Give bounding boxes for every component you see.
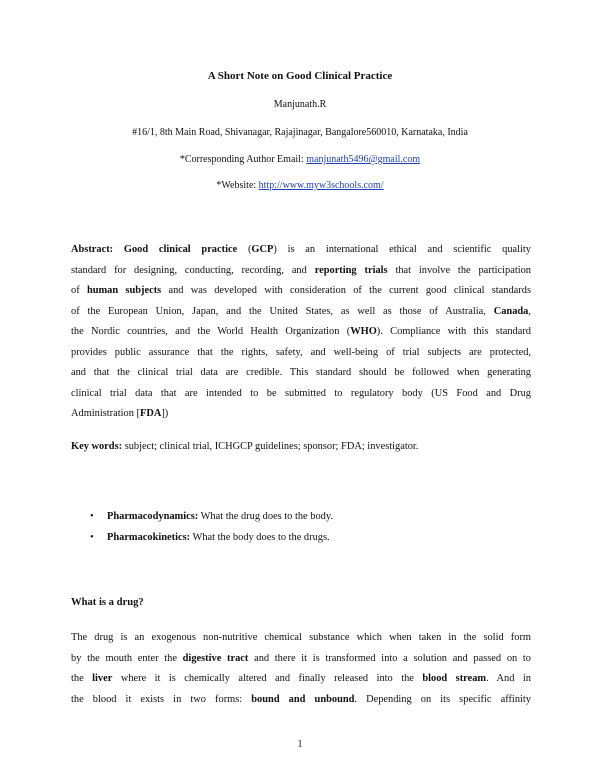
email-link[interactable]: manjunath5496@gmail.com (306, 154, 421, 165)
keywords-line (71, 437, 531, 458)
abstract-line: provides public assurance that the rights, safety, and well-being of trial subjects are protected, (71, 346, 531, 358)
bullet-icon: • (90, 511, 94, 522)
section-paragraph (71, 628, 531, 710)
website-label: *Website: (216, 180, 259, 191)
paper-title: A Short Note on Good Clinical Practice (207, 70, 393, 82)
email-label: *Corresponding Author Email: (179, 154, 307, 165)
paragraph-line: the liver where it is chemically altered and finally released into the blood stream. And in (71, 673, 531, 684)
paragraph-line: The drug is an exogenous non-nutritive chemical substance which when taken in the solid form (71, 632, 531, 643)
abstract-paragraph (71, 240, 531, 425)
paragraph-line: by the mouth enter the digestive tract and there it is transformed into a solution and passed on to (71, 652, 531, 664)
bullet-term: Pharmacokinetics: (107, 531, 191, 543)
bullet-term: Pharmacodynamics: (107, 511, 199, 522)
abstract-line: of human subjects and was developed with consideration of the current good clinical standards (71, 285, 531, 296)
abstract-line: Abstract: Good clinical practice (GCP) is an international ethical and scientific quality (71, 244, 531, 255)
author-name: Manjunath.R (273, 99, 327, 110)
bullet-icon: • (90, 531, 94, 543)
corresponding-email (0, 154, 600, 165)
keywords-label: Key words: (71, 441, 123, 452)
abstract-line: clinical trial data that are intended to be submitted to regulatory body (US Food and Drug (71, 387, 531, 399)
document-page: A Short Note on Good Clinical Practice Manjunath.R #16/1, 8th Main Road, Shivanagar, Rajajinagar, Bangalore560010, Karnataka, India *Corresponding Author Email: manjunath5496@gmail.com *Website: http://www.myw3schools.com/ Abstract: Good clinical practice (GCP) is an international ethical and scientific quality standard for designing, conducting, recording, and reporting trials that involve the participation of human subjects and was developed with consideration of the current good clinical standards of the European Union, Japan, and the United States, as well as those of Australia, Canada, the Nordic countries, and the World Health Organization (WHO). Compliance with this standard provides public assurance that the rights, safety, and well-being of trial subjects are protected, and that the clinical trial data are credible. This standard should be followed when generating clinical trial data that are intended to be submitted to regulatory body (US Food and Drug Administration [FDA]) Key words: subject; clinical trial, ICHGCP guidelines; sponsor; FDA; investigator. • Pharmacodynamics: What the drug does to the body. • Pharmacokinetics: What the body does to the drugs. What is a drug? The drug is an exogenous non-nutritive chemical substance which when taken in the solid form by the mouth enter the digestive tract and there it is transformed into a solution and passed on to the liver where it is chemically altered and finally released into the blood stream. And in the blood it exists in two forms: bound and unbound. Depending on its specific affinity 1 (0, 0, 600, 776)
abstract-line: Administration [FDA]) (71, 408, 169, 419)
abstract-line: and that the clinical trial data are credible. This standard should be followed when generating (71, 367, 531, 378)
keywords-text: subject; clinical trial, ICHGCP guidelines; sponsor; FDA; investigator. (122, 441, 419, 452)
author-address: #16/1, 8th Main Road, Shivanagar, Rajajinagar, Bangalore560010, Karnataka, India (132, 127, 468, 138)
website-line (0, 180, 600, 191)
abstract-line: of the European Union, Japan, and the United States, as well as those of Australia, Canada, (71, 305, 531, 317)
section-heading: What is a drug? (71, 597, 144, 608)
abstract-line: standard for designing, conducting, recording, and reporting trials that involve the participation (71, 264, 531, 276)
page-number: 1 (297, 739, 303, 750)
website-link[interactable]: http://www.myw3schools.com/ (258, 180, 384, 191)
paragraph-line: the blood it exists in two forms: bound and unbound. Depending on its specific affinity (71, 693, 531, 705)
abstract-label: Abstract: (71, 244, 114, 255)
abstract-line: the Nordic countries, and the World Health Organization (WHO). Compliance with this standard (71, 326, 532, 337)
